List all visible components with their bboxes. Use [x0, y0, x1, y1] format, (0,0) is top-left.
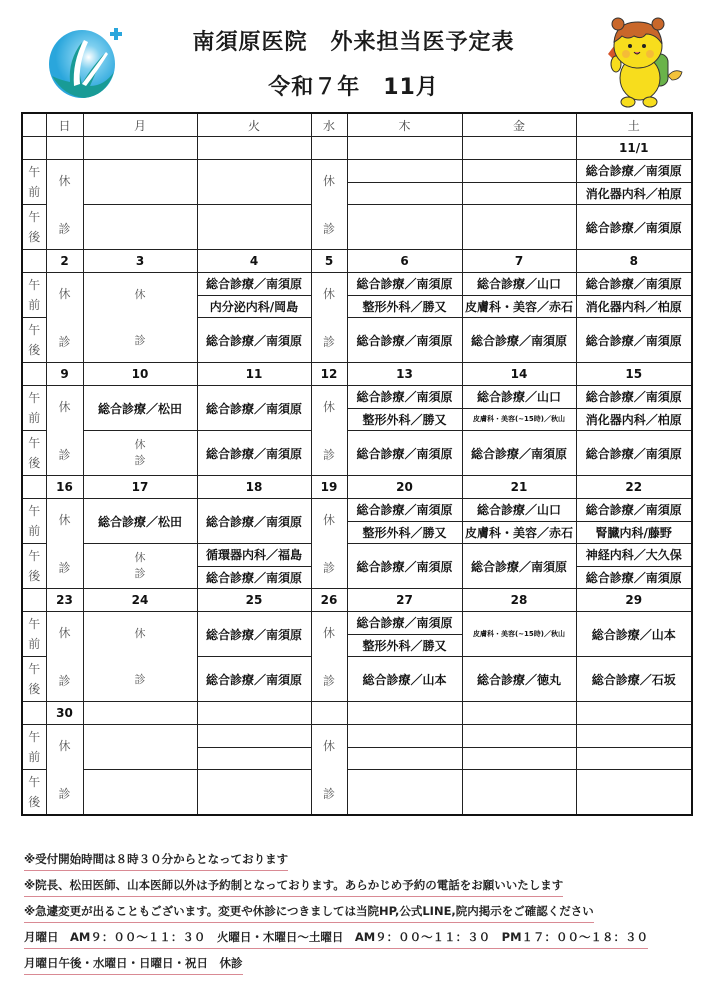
am-label: 午 前: [22, 499, 46, 544]
week5-date-row: 23 24 25 26 27 28 29: [22, 589, 692, 612]
header-blank: [22, 113, 46, 137]
monday-pm-closed: 休 診: [83, 431, 197, 476]
monday-closed: 休 診: [83, 273, 197, 363]
schedule-entry: 総合診療／南須原: [576, 205, 692, 250]
week3-date-row: 9 10 11 12 13 14 15: [22, 363, 692, 386]
am-label: 午 前: [22, 725, 46, 770]
pm-label: 午 後: [22, 205, 46, 250]
note-sudden-change: ※急遽変更が出ることもございます。変更や休診につきましては当院HP,公式LINE,院内掲示をご確認ください: [24, 903, 594, 923]
pm-label: 午 後: [22, 431, 46, 476]
wednesday-closed: 休 診: [311, 160, 347, 250]
header-mon: 月: [83, 113, 197, 137]
note-reception-time: ※受付開始時間は８時３０分からとなっております: [24, 851, 288, 871]
note-closed-days: 月曜日午後・水曜日・日曜日・祝日 休診: [24, 955, 243, 975]
note-hours: 月曜日 AM９：００～１１：３０ 火曜日・木曜日～土曜日 AM９：００～１１：３０ PM１７：００～１８：３０: [24, 929, 648, 949]
header-thu: 木: [347, 113, 462, 137]
am-label: 午 前: [22, 160, 46, 205]
schedule-table: 日 月 火 水 木 金 土 11/1 午 前 休 診 休 診 総合診療／南須原 消化器内科／柏原 午 後 総合診療／南須原 2 3 4 5 6 7 8 午 前 休 診 休 診 総合診療／南須原 休 診 総合診療／南須原 総合診療／山口 総合診療／南須原 内分泌内科/岡島 整形外科／勝又 皮膚科・美容／赤石 消化器内科／柏原 午 後 総合診療／南須原 総合診療／南須原 総合診療／南須原 総合診療／南須原 9 10 11 12 13 14 15 午 前 休 診 総合診療／松田 総合診療／南須原 休 診 総合診療／南須原 総合診療／山口 総合診療／南須原 整形外科／勝又 皮膚科・美容(~15時)／秋山 消化器内科／柏原 午 後 休 診 総合診療／南須原 総合診療／南須原 総合診療／南須原 総合診療／南須原 16 17 18 19 20 21 22 午 前 休 診 総合診療／松田 総合診療／南須原 休 診 総合診療／南須原 総合診療／山口 総合診療／南須原 整形外科／勝又 皮膚科・美容／赤石 腎臓内科/藤野 午 後 休 診 循環器内科／福島 総合診療／南須原 総合診療／南須原 神経内科／大久保 総合診療／南須原 総合診療／南須原 23 24 25 26 27 28 29 午 前 休 診 休 診 総合診療／南須原 休 診 総合診療／南須原 皮膚科・美容(~15時)／秋山 総合診療／山本 整形外科／勝又 午 後 総合診療／南須原 総合診療／山本 総合診療／徳丸 総合診療／石坂 30 午 前 休 診 休 診 午 後: [21, 112, 693, 816]
week1-date-row: [22, 137, 692, 160]
pm-label: 午 後: [22, 318, 46, 363]
header-wed: 水: [311, 113, 347, 137]
page-title: 南須原医院 外来担当医予定表: [192, 30, 515, 55]
sunday-closed: 休 診: [46, 612, 83, 702]
pm-label: 午 後: [22, 544, 46, 589]
sunday-closed: 休 診: [46, 160, 83, 250]
date-cell: 11/1: [576, 137, 692, 160]
sunday-closed: 休 診: [46, 273, 83, 363]
schedule-entry: 消化器内科／柏原: [576, 182, 692, 205]
pm-label: 午 後: [22, 657, 46, 702]
notes-section: [24, 848, 648, 978]
week2-date-row: 2 3 4 5 6 7 8: [22, 250, 692, 273]
sunday-closed: 休 診: [46, 725, 83, 816]
header-fri: 金: [462, 113, 576, 137]
wednesday-closed: 休 診: [311, 612, 347, 702]
monday-closed: 休 診: [83, 612, 197, 702]
am-label: 午 前: [22, 386, 46, 431]
week4-date-row: 16 17 18 19 20 21 22: [22, 476, 692, 499]
header-tue: 火: [197, 113, 311, 137]
header-sun: 日: [46, 113, 83, 137]
wednesday-closed: 休 診: [311, 499, 347, 589]
note-reservation: ※院長、松田医師、山本医師以外は予約制となっております。あらかじめ予約の電話をお願いいたします: [24, 877, 563, 897]
wednesday-closed: 休 診: [311, 273, 347, 363]
week6-date-row: 30: [22, 702, 692, 725]
monday-pm-closed: 休 診: [83, 544, 197, 589]
sunday-closed: 休 診: [46, 386, 83, 476]
day-of-week-header-row: [22, 113, 692, 137]
am-label: 午 前: [22, 273, 46, 318]
header-sat: 土: [576, 113, 692, 137]
schedule-entry: 総合診療／南須原: [576, 160, 692, 183]
wednesday-closed: 休 診: [311, 725, 347, 816]
am-label: 午 前: [22, 612, 46, 657]
sunday-closed: 休 診: [46, 499, 83, 589]
pm-label: 午 後: [22, 770, 46, 816]
wednesday-closed: 休 診: [311, 386, 347, 476]
page-subtitle-month: 令和７年 11月: [268, 75, 439, 100]
